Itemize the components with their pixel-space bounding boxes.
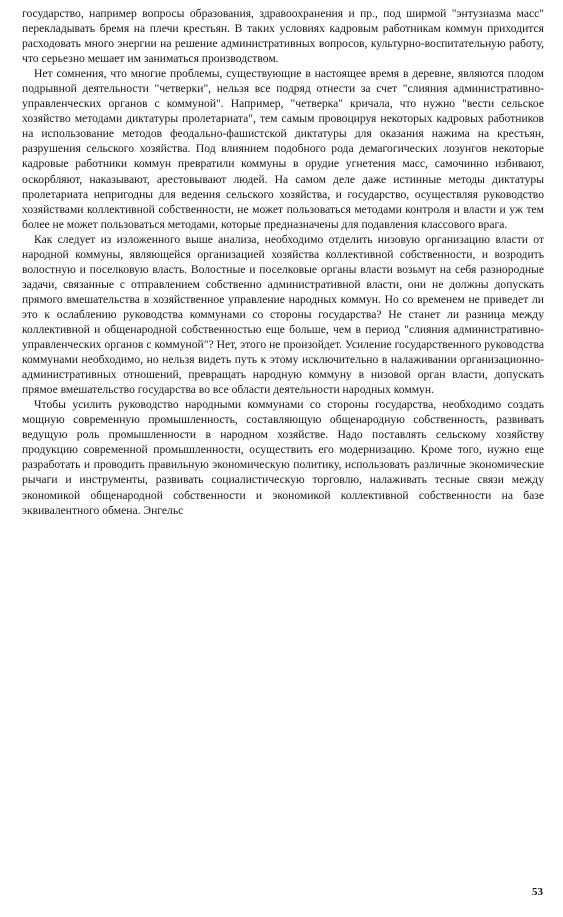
page-number: 53: [532, 886, 543, 898]
body-text: [22, 6, 544, 518]
paragraph: Чтобы усилить руководство народными коммунами со стороны государства, необходимо создать мощную современную промышленность, составляющую общенародную собственность, развивать ведущую роль промышленности в народном хозяйстве. Надо поставлять сельскому хозяйству продукцию современной промышленности, осуществить его модернизацию. Кроме того, нужно еще разработать и проводить правильную экономическую политику, использовать различные экономические рычаги и инструменты, развивать социалистическую торговлю, налаживать тесные связи между экономикой общенародной собственности и экономикой коллективной собственности на базе эквивалентного обмена. Энгельс: [22, 398, 544, 517]
paragraph: Как следует из изложенного выше анализа, необходимо отделить низовую организацию власти от народной коммуны, являющейся организацией хозяйства коллективной собственности, и возродить волостную и поселковую власть. Волостные и поселковые органы власти возьмут на себя разнородные задачи, связанные с отправлением собственно административной власти, они не должны допускать прямого вмешательства в хозяйственное управление народных коммун. Но со временем не приведет ли это к ослаблению руководства коммунами со стороны государства? Не станет ли разница между коллективной и общенародной собственностью еще больше, чем в период "слияния административно-управленческих органов с коммуной"? Нет, этого не произойдет. Усиление государственного руководства коммунами необходимо, но нельзя видеть путь к этому исключительно в налаживании организационно-административных отношений, превращать народную коммуну в низовой орган власти, допускать прямое вмешательство государства во все области деятельности народных коммун.: [22, 232, 544, 397]
paragraph-continuation: государство, например вопросы образования, здравоохранения и пр., под ширмой "энтузиазма масс" перекладывать бремя на плечи крестьян. В таких условиях кадровым работникам коммун приходится расходовать много энергии на решение административных вопросов, культурно-воспитательную работу, что серьезно мешает им заниматься производством.: [22, 7, 544, 66]
paragraph: Нет сомнения, что многие проблемы, существующие в настоящее время в деревне, являются плодом подрывной деятельности "четверки", нельзя все подряд отнести за счет "слияния административно-управленческих органов с коммуной". Например, "четверка" кричала, что нужно "вести сельское хозяйство методами диктатуры пролетариата", тем самым провоцируя некоторых кадровых работников на использование методов феодально-фашистской диктатуры для оказания нажима на крестьян, разрушения сельского хозяйства. Под влиянием подобного рода демагогических лозунгов некоторые кадровые работники коммун превратили коммуны в орудие угнетения масс, самочинно избивают, оскорбляют, наказывают, арестовывают людей. На самом деле даже истинные методы диктатуры пролетариата непригодны для ведения сельского хозяйства, и государство, осуществляя руководство хозяйствами коллективной собственности, не может пользоваться методами контроля и власти и уж тем более не может пользоваться методами, которые предназначены для подавления классового врага.: [22, 67, 544, 231]
